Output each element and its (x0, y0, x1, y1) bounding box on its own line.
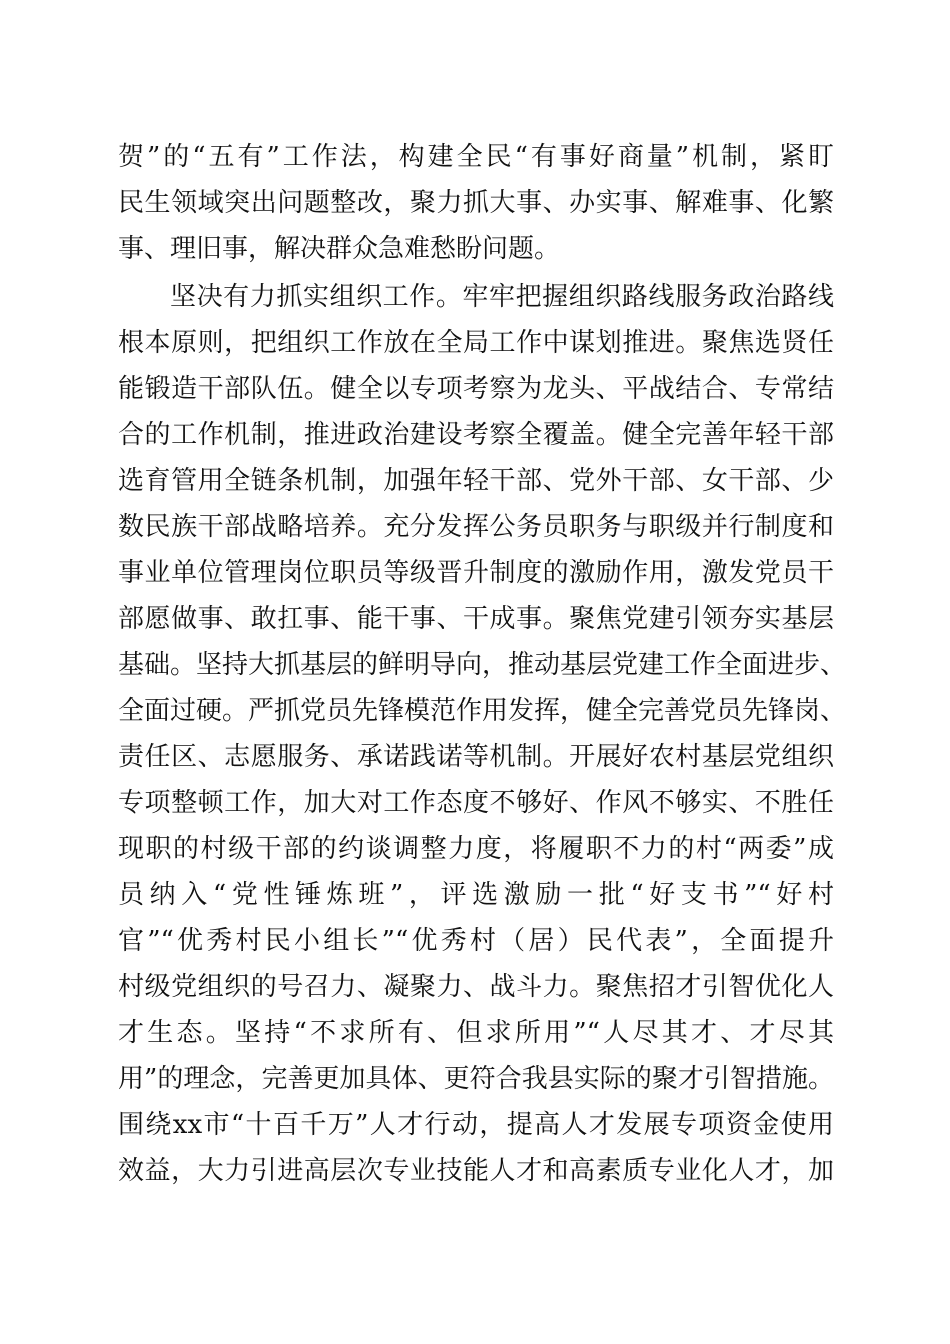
text-line: 才生态。坚持“不求所有、但求所用”“人尽其才、才尽其 (118, 1018, 834, 1048)
text-line: 事、理旧事，解决群众急难愁盼问题。 (118, 234, 561, 264)
text-line: 专项整顿工作，加大对工作态度不够好、作风不够实、不胜任 (118, 788, 834, 818)
text-line: 村级党组织的号召力、凝聚力、战斗力。聚焦招才引智优化人 (118, 972, 834, 1002)
text-line: 全面过硬。严抓党员先锋模范作用发挥，健全完善党员先锋岗、 (118, 696, 847, 726)
text-line: 根本原则，把组织工作放在全局工作中谋划推进。聚焦选贤任 (118, 328, 834, 358)
text-line: 官”“优秀村民小组长”“优秀村（居）民代表”，全面提升 (118, 926, 834, 956)
text-line: 能锻造干部队伍。健全以专项考察为龙头、平战结合、专常结 (118, 374, 834, 404)
text-line: 现职的村级干部的约谈调整力度，将履职不力的村“两委”成 (118, 834, 834, 864)
text-line: 部愿做事、敢扛事、能干事、干成事。聚焦党建引领夯实基层 (118, 604, 834, 634)
text-line: 员纳入“党性锤炼班”，评选激励一批“好支书”“好村 (118, 880, 834, 910)
text-line: 合的工作机制，推进政治建设考察全覆盖。健全完善年轻干部 (118, 420, 834, 450)
text-line: 责任区、志愿服务、承诺践诺等机制。开展好农村基层党组织 (118, 742, 834, 772)
text-line: 事业单位管理岗位职员等级晋升制度的激励作用，激发党员干 (118, 558, 834, 588)
text-line: 用”的理念，完善更加具体、更符合我县实际的聚才引智措施。 (118, 1064, 834, 1094)
text-line: 效益，大力引进高层次专业技能人才和高素质专业化人才，加 (118, 1156, 834, 1186)
text-line: 贺”的“五有”工作法，构建全民“有事好商量”机制，紧盯 (118, 142, 834, 172)
text-line: 基础。坚持大抓基层的鲜明导向，推动基层党建工作全面进步、 (118, 650, 847, 680)
text-line: 数民族干部战略培养。充分发挥公务员职务与职级并行制度和 (118, 512, 834, 542)
paragraph-heading-line: 坚决有力抓实组织工作。牢牢把握组织路线服务政治路线 (170, 282, 834, 312)
text-line: 选育管用全链条机制，加强年轻干部、党外干部、女干部、少 (118, 466, 834, 496)
text-line: 民生领域突出问题整改，聚力抓大事、办实事、解难事、化繁 (118, 188, 834, 218)
text-line: 围绕xx市“十百千万”人才行动，提高人才发展专项资金使用 (118, 1110, 834, 1140)
